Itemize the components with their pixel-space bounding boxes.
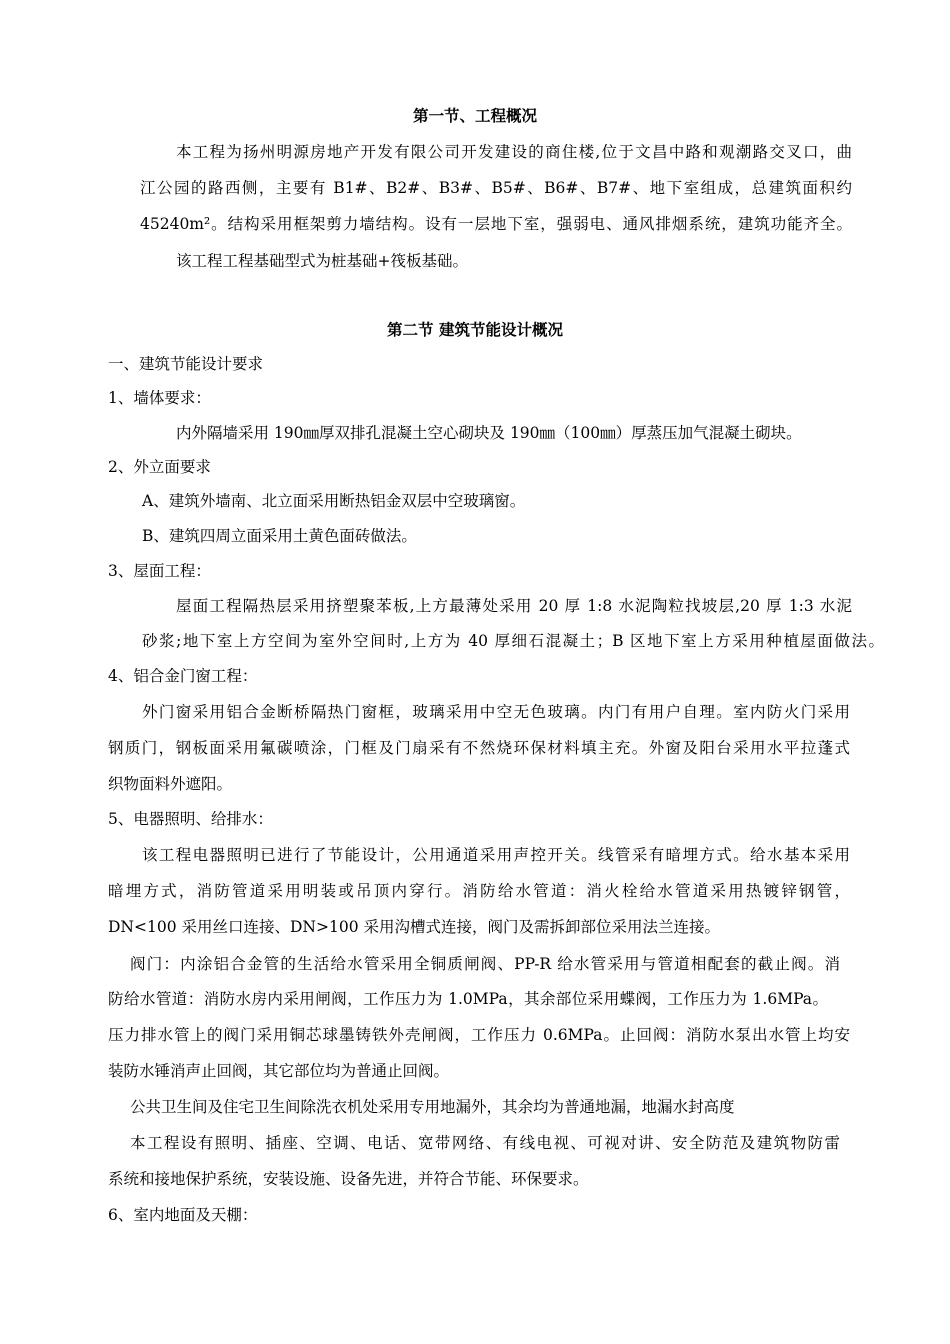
section2-title: 第二节 建筑节能设计概况 (387, 320, 563, 339)
roof-text-line: 砂浆;地下室上方空间为室外空间时,上方为 40 厚细石混凝土；B 区地下室上方采用种植屋面做法。 (142, 632, 884, 650)
floor-heading: 6、室内地面及天棚： (108, 1206, 258, 1224)
facade-item-b: B、建筑四周立面采用土黄色面砖做法。 (142, 527, 417, 545)
requirements-heading: 一、建筑节能设计要求 (108, 355, 264, 373)
elec-heading: 5、电器照明、给排水： (108, 810, 273, 828)
facade-heading: 2、外立面要求 (108, 458, 211, 476)
window-text-line: 织物面料外遮阳。 (108, 775, 233, 793)
window-heading: 4、铝合金门窗工程： (108, 667, 258, 685)
roof-heading: 3、屋面工程： (108, 562, 211, 580)
valve-text-line: 阀门：内涂铝合金管的生活给水管采用全铜质闸阀、PP-R 给水管采用与管道相配套的截止阀。消 (130, 955, 840, 973)
valve-text-line: 防给水管道：消防水房内采用闸阀，工作压力为 1.0MPa，其余部位采用蝶阀，工作压力为 1.6MPa。 (108, 990, 828, 1008)
section1-paragraph-line: 本工程为扬州明源房地产开发有限公司开发建设的商住楼,位于文昌中路和观潮路交叉口，曲 (176, 143, 852, 161)
elec-text-line: 该工程电器照明已进行了节能设计，公用通道采用声控开关。线管采有暗埋方式。给水基本采用 (142, 846, 850, 864)
toilet-text-line: 公共卫生间及住宅卫生间除洗衣机处采用专用地漏外，其余均为普通地漏，地漏水封高度 (130, 1098, 735, 1116)
system-text-line: 系统和接地保护系统，安装设施、设备先进，并符合节能、环保要求。 (108, 1170, 589, 1188)
roof-text-line: 屋面工程隔热层采用挤塑聚苯板,上方最薄处采用 20 厚 1:8 水泥陶粒找坡层,20 厚 1:3 水泥 (176, 597, 852, 615)
system-text-line: 本工程设有照明、插座、空调、电话、宽带网络、有线电视、可视对讲、安全防范及建筑物防雷 (130, 1134, 840, 1152)
elec-text-line: DN<100 采用丝口连接、DN>100 采用沟槽式连接，阀门及需拆卸部位采用法兰连接。 (108, 918, 720, 936)
valve-text-line: 压力排水管上的阀门采用铜芯球墨铸铁外壳闸阀，工作压力 0.6MPa。止回阀：消防水泵出水管上均安 (108, 1026, 850, 1044)
section1-paragraph-line: 江公园的路西侧，主要有 B1#、B2#、B3#、B5#、B6#、B7#、地下室组成，总建筑面积约 (140, 179, 852, 197)
section1-paragraph-line: 45240m²。结构采用框架剪力墙结构。设有一层地下室，强弱电、通风排烟系统，建筑功能齐全。 (140, 215, 852, 233)
facade-item-a: A、建筑外墙南、北立面采用断热铝金双层中空玻璃窗。 (142, 492, 526, 510)
section1-foundation-text: 该工程工程基础型式为桩基础+筏板基础。 (176, 252, 468, 270)
window-text-line: 外门窗采用铝合金断桥隔热门窗框，玻璃采用中空无色玻璃。内门有用户自理。室内防火门采用 (142, 703, 850, 721)
wall-heading: 1、墙体要求： (108, 389, 211, 407)
wall-text: 内外隔墙采用 190㎜厚双排孔混凝土空心砌块及 190㎜（100㎜）厚蒸压加气混凝土砌块。 (176, 424, 802, 442)
elec-text-line: 暗埋方式，消防管道采用明装或吊顶内穿行。消防给水管道：消火栓给水管道采用热镀锌钢管， (108, 882, 850, 900)
section1-title: 第一节、工程概况 (412, 106, 537, 125)
valve-text-line: 装防水锤消声止回阀，其它部位均为普通止回阀。 (108, 1062, 450, 1080)
window-text-line: 钢质门，钢板面采用氟碳喷涂，门框及门扇采有不然烧环保材料填主充。外窗及阳台采用水平拉蓬式 (108, 739, 850, 757)
